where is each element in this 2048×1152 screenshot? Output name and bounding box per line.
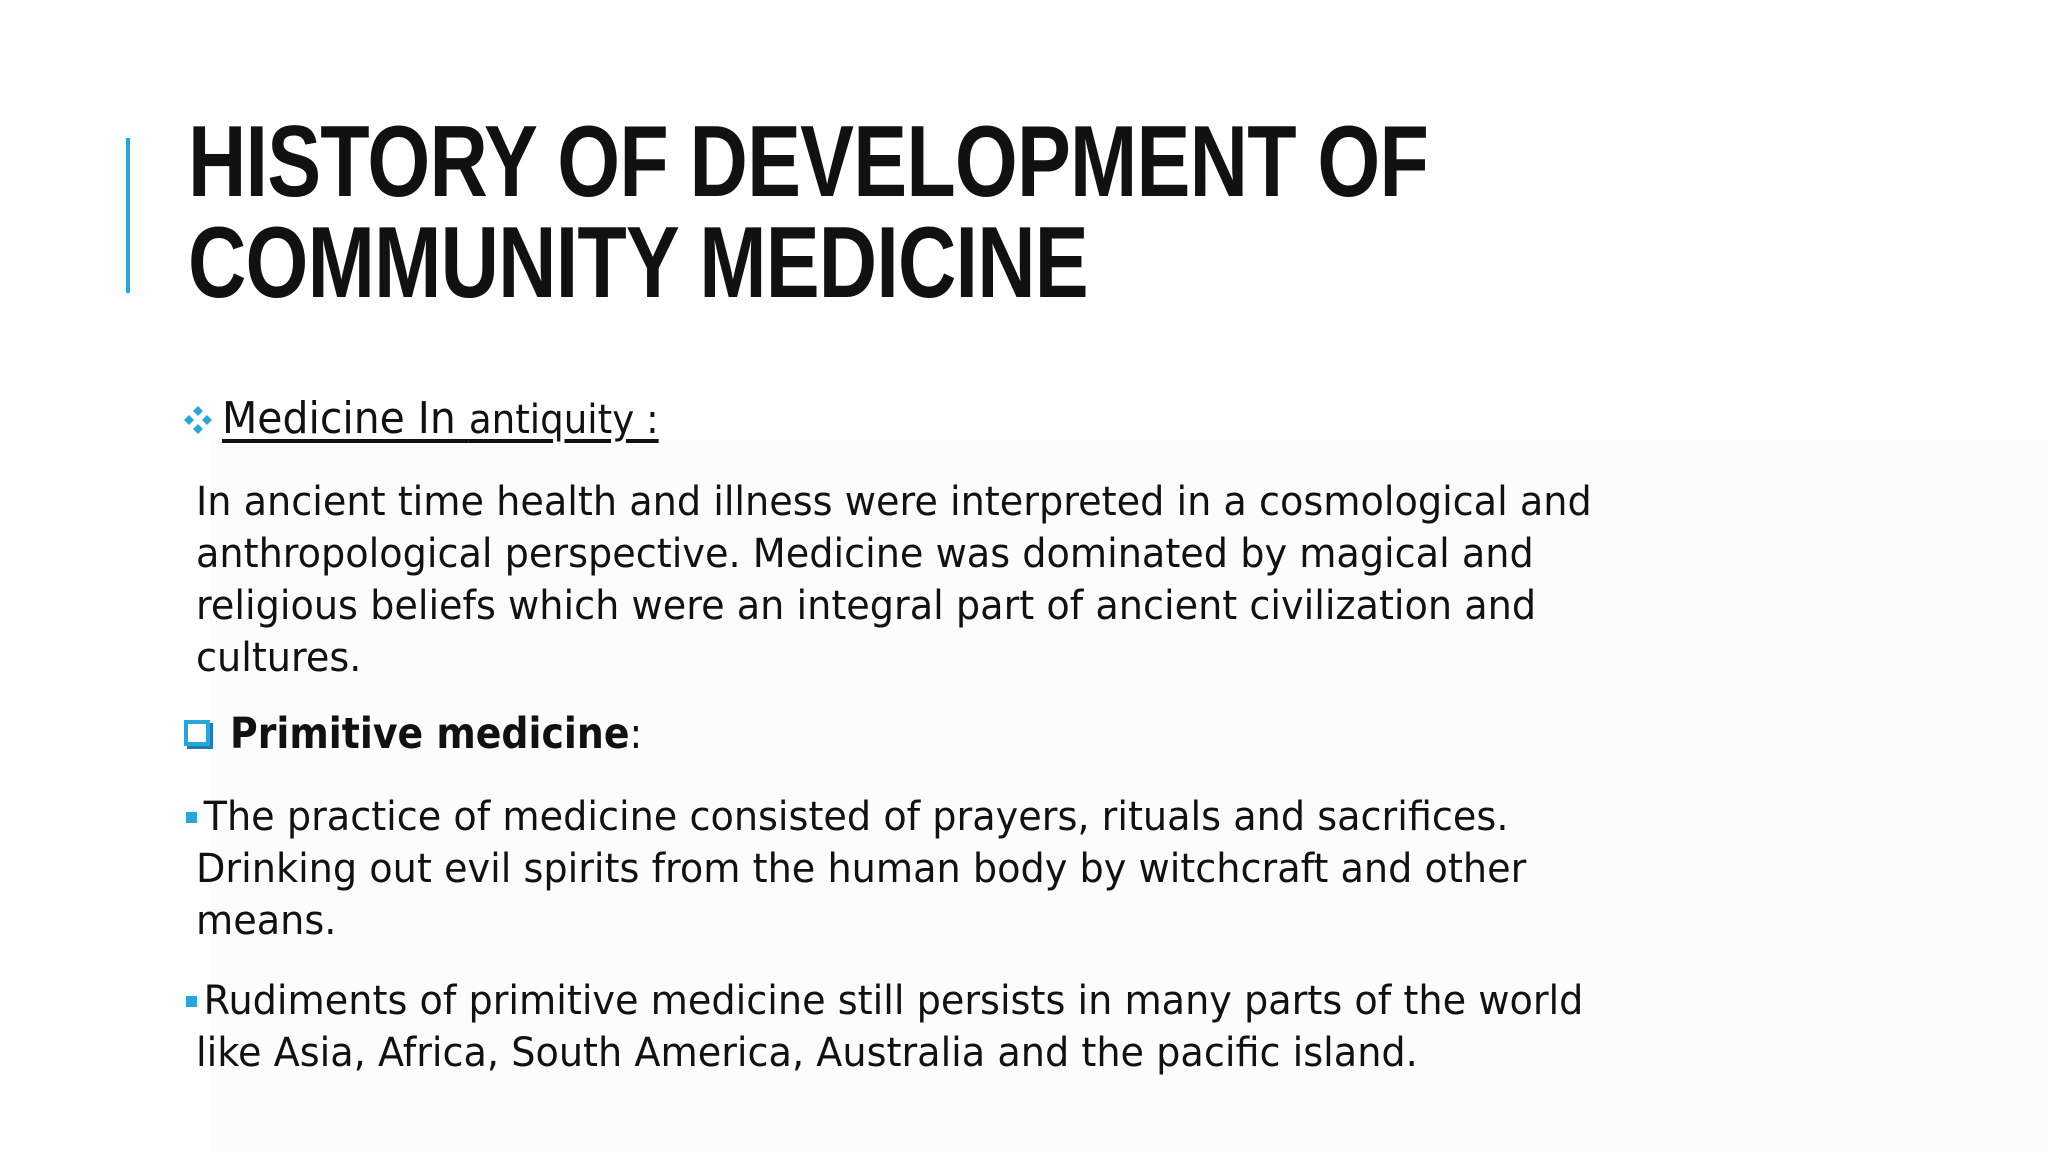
primitive-point-1 — [196, 791, 1526, 947]
paragraph-line: cultures. — [196, 635, 362, 681]
point-line: means. — [196, 898, 337, 944]
point-line: The practice of medicine consisted of prayers, rituals and sacrifices. — [203, 794, 1509, 840]
section-heading-primitive — [230, 707, 642, 761]
paragraph-line: anthropological perspective. Medicine was dominated by magical and — [196, 531, 1534, 577]
antiquity-paragraph — [196, 476, 1592, 684]
primitive-point-2 — [196, 975, 1583, 1079]
title-line-2: COMMUNITY MEDICINE — [188, 207, 1088, 319]
slide-title — [188, 106, 1628, 319]
title-line-1: HISTORY OF DEVELOPMENT OF — [188, 106, 1429, 218]
paragraph-line: In ancient time health and illness were interpreted in a cosmological and — [196, 479, 1592, 525]
diamond-cluster-icon — [180, 402, 216, 438]
hollow-square-icon — [184, 720, 210, 746]
heading-antiquity-main: Medicine In — [222, 393, 469, 444]
heading-primitive-colon: : — [629, 709, 643, 759]
heading-primitive-text: Primitive medicine — [230, 709, 630, 759]
paragraph-line: religious beliefs which were an integral part of ancient civilization and — [196, 583, 1537, 629]
heading-antiquity-word: antiquity : — [468, 397, 659, 443]
title-accent-bar — [126, 138, 130, 293]
point-line: like Asia, Africa, South America, Australia and the pacific island. — [196, 1030, 1418, 1076]
point-line: Rudiments of primitive medicine still persists in many parts of the world — [203, 978, 1584, 1024]
point-line: Drinking out evil spirits from the human body by witchcraft and other — [196, 846, 1527, 892]
section-heading-antiquity — [222, 392, 659, 447]
